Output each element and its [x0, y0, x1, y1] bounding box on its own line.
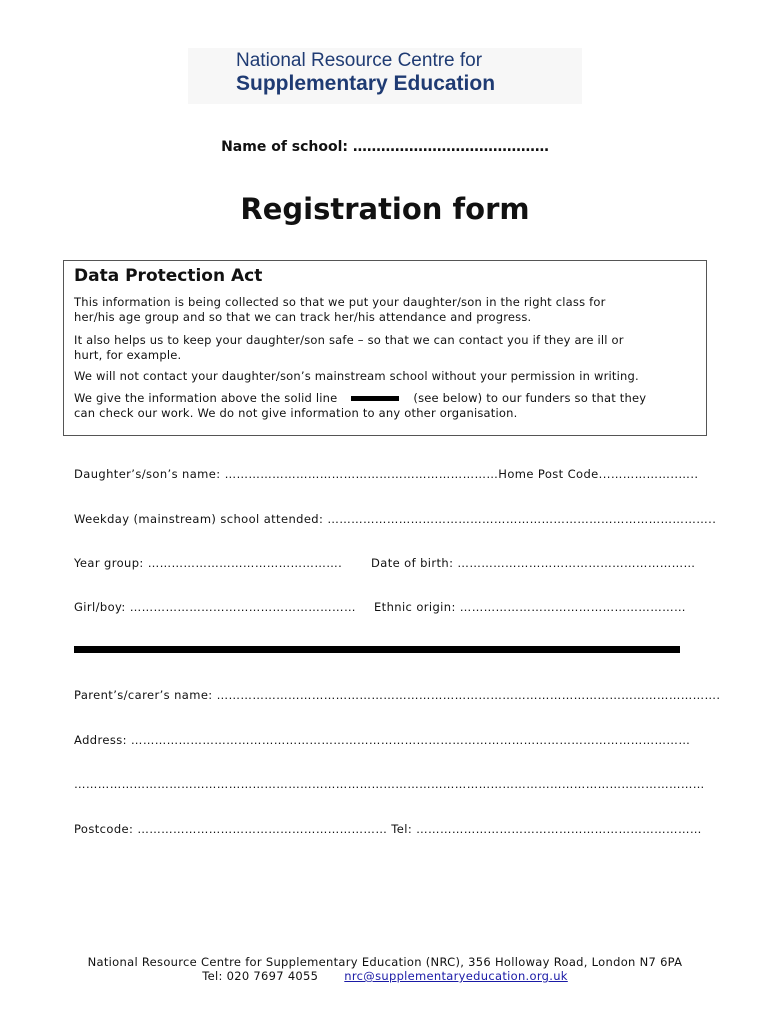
year-group-field[interactable]: Year group: …………………………………………. — [74, 556, 343, 570]
dp-paragraph-1-line-2: her/his age group and so that we can track her/his attendance and progress. — [74, 310, 532, 324]
dp-paragraph-3: We will not contact your daughter/son’s mainstream school without your permission in writing. — [74, 369, 639, 383]
solid-divider-line — [74, 646, 680, 653]
data-protection-box — [63, 260, 707, 436]
footer-tel: Tel: 020 7697 4055 — [202, 969, 319, 983]
form-title: Registration form — [240, 192, 530, 226]
data-protection-heading: Data Protection Act — [74, 266, 263, 286]
postcode-tel-field[interactable]: Postcode: ……………………………………………………… Tel: ……………………………………………………………… — [74, 822, 702, 836]
solid-line-sample — [351, 396, 399, 401]
child-name-field[interactable]: Daughter’s/son’s name: ……………………………………………………………Home Post Code...……………..….. — [74, 467, 699, 481]
ethnic-origin-field[interactable]: Ethnic origin: ………………………………………………… — [374, 600, 686, 614]
dp-paragraph-1-line-1: This information is being collected so that we put your daughter/son in the right class for — [74, 295, 606, 309]
footer-address: National Resource Centre for Supplementary Education (NRC), 356 Holloway Road, London N7 6PA — [87, 955, 683, 969]
footer-contact — [0, 969, 770, 983]
dp-paragraph-4-line-1 — [74, 391, 646, 406]
footer-email-link[interactable]: nrc@supplementaryeducation.org.uk — [344, 969, 568, 983]
dp-paragraph-4-after: (see below) to our funders so that they — [413, 391, 647, 405]
address-field[interactable]: Address: …………………………………………………………………………………………………………………………… — [74, 733, 691, 747]
date-of-birth-field[interactable]: Date of birth: …………………………………………………… — [371, 556, 696, 570]
address-line-2-field[interactable]: …………………………………………………………………………………………………………………………………………… — [74, 777, 705, 791]
logo-line-1: National Resource Centre for — [236, 50, 483, 71]
dp-paragraph-4-before: We give the information above the solid line — [74, 391, 338, 405]
school-name-field[interactable]: Name of school: …………………………………… — [221, 139, 549, 155]
dp-paragraph-2-line-1: It also helps us to keep your daughter/son safe – so that we can contact you if they are ill or — [74, 333, 624, 347]
school-attended-field[interactable]: Weekday (mainstream) school attended: …………………………………………………………………………………….. — [74, 512, 717, 526]
dp-paragraph-4-line-2: can check our work. We do not give information to any other organisation. — [74, 406, 518, 420]
logo-line-2: Supplementary Education — [236, 72, 496, 95]
dp-paragraph-2-line-2: hurt, for example. — [74, 348, 182, 362]
gender-field[interactable]: Girl/boy: ………………………………………………… — [74, 600, 356, 614]
parent-name-field[interactable]: Parent’s/carer’s name: ………………………………………………………………………………………………………………. — [74, 688, 721, 702]
organisation-logo — [188, 48, 582, 104]
